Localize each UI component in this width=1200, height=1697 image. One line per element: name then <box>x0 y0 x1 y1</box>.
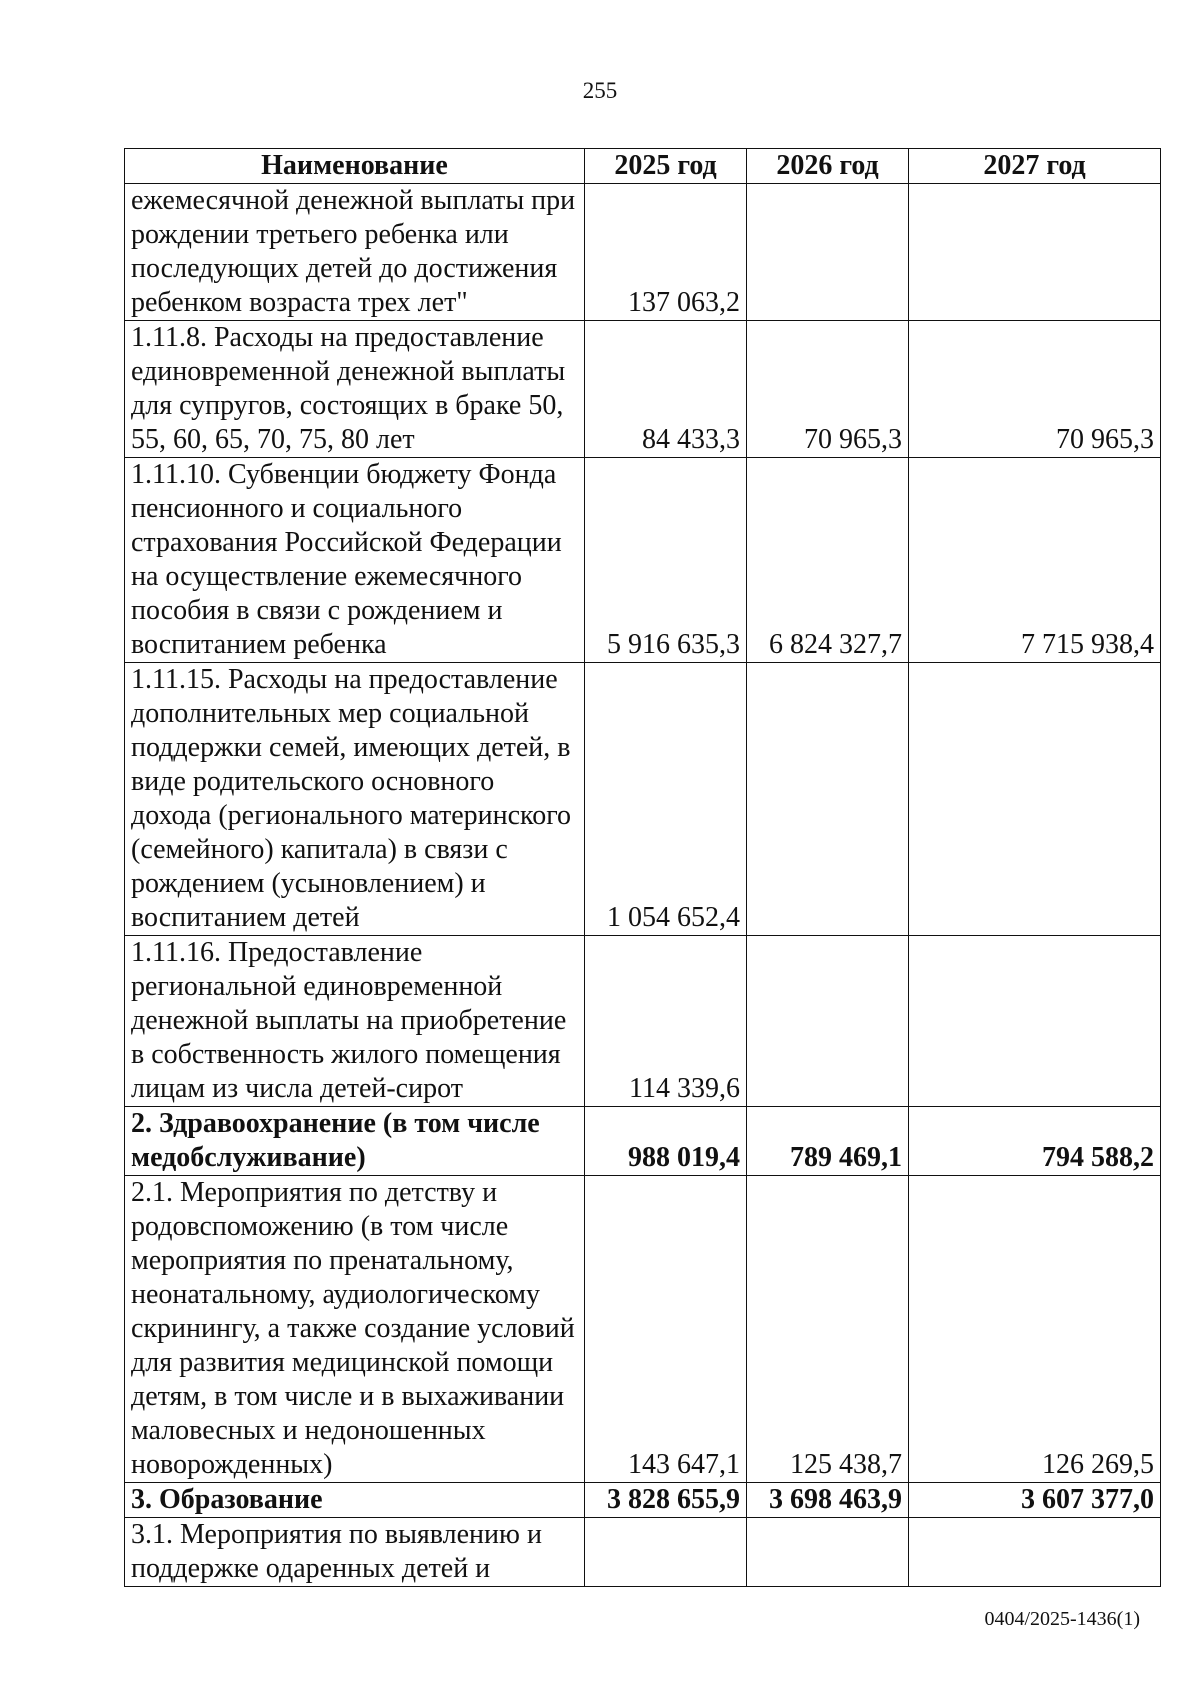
row-name: 3. Образование <box>125 1483 585 1518</box>
table-header-row <box>125 149 1161 184</box>
value-2025: 3 828 655,9 <box>585 1483 747 1518</box>
row-name: 1.11.8. Расходы на предоставление единовременной денежной выплаты для супругов, состоящих в браке 50, 55, 60, 65, 70, 75, 80 лет <box>125 321 585 458</box>
table-row <box>125 936 1161 1107</box>
row-name: ежемесячной денежной выплаты при рождении третьего ребенка или последующих детей до достижения ребенком возраста трех лет" <box>125 184 585 321</box>
row-name: 1.11.10. Субвенции бюджету Фонда пенсионного и социального страхования Российской Федерации на осуществление ежемесячного пособия в связи с рождением и воспитанием ребенка <box>125 458 585 663</box>
value-2025 <box>585 1518 747 1587</box>
row-name: 1.11.16. Предоставление региональной единовременной денежной выплаты на приобретение в собственность жилого помещения лицам из числа детей-сирот <box>125 936 585 1107</box>
value-2027 <box>909 663 1161 936</box>
value-2025: 1 054 652,4 <box>585 663 747 936</box>
value-2025: 5 916 635,3 <box>585 458 747 663</box>
value-2027: 3 607 377,0 <box>909 1483 1161 1518</box>
header-2026: 2026 год <box>747 149 909 184</box>
table-row <box>125 458 1161 663</box>
value-2026 <box>747 184 909 321</box>
row-name: 2. Здравоохранение (в том числе медобслуживание) <box>125 1107 585 1176</box>
value-2026 <box>747 663 909 936</box>
row-name: 3.1. Мероприятия по выявлению и поддержке одаренных детей и <box>125 1518 585 1587</box>
value-2026: 70 965,3 <box>747 321 909 458</box>
value-2025: 988 019,4 <box>585 1107 747 1176</box>
table-row <box>125 184 1161 321</box>
table-row <box>125 321 1161 458</box>
value-2026 <box>747 1518 909 1587</box>
value-2026: 789 469,1 <box>747 1107 909 1176</box>
value-2026: 6 824 327,7 <box>747 458 909 663</box>
value-2027: 126 269,5 <box>909 1176 1161 1483</box>
value-2027: 7 715 938,4 <box>909 458 1161 663</box>
section-row-healthcare <box>125 1107 1161 1176</box>
document-code: 0404/2025-1436(1) <box>984 1608 1140 1630</box>
value-2027 <box>909 936 1161 1107</box>
budget-table <box>124 148 1161 1587</box>
value-2025: 114 339,6 <box>585 936 747 1107</box>
value-2027: 70 965,3 <box>909 321 1161 458</box>
table-row <box>125 1176 1161 1483</box>
table-row <box>125 1518 1161 1587</box>
value-2026: 125 438,7 <box>747 1176 909 1483</box>
header-2027: 2027 год <box>909 149 1161 184</box>
value-2027 <box>909 184 1161 321</box>
value-2027: 794 588,2 <box>909 1107 1161 1176</box>
header-name: Наименование <box>125 149 585 184</box>
value-2027 <box>909 1518 1161 1587</box>
page-number: 255 <box>582 78 618 103</box>
row-name: 2.1. Мероприятия по детству и родовспоможению (в том числе мероприятия по пренатальному, неонатальному, аудиологическому скринингу, а также создание условий для развития медицинской помощи детям, в том числе и в выхаживании маловесных и недоношенных новорожденных) <box>125 1176 585 1483</box>
value-2026 <box>747 936 909 1107</box>
value-2026: 3 698 463,9 <box>747 1483 909 1518</box>
value-2025: 143 647,1 <box>585 1176 747 1483</box>
table-row <box>125 663 1161 936</box>
row-name: 1.11.15. Расходы на предоставление дополнительных мер социальной поддержки семей, имеющих детей, в виде родительского основного дохода (регионального материнского (семейного) капитала) в связи с рождением (усыновлением) и воспитанием детей <box>125 663 585 936</box>
value-2025: 137 063,2 <box>585 184 747 321</box>
section-row-education <box>125 1483 1161 1518</box>
header-2025: 2025 год <box>585 149 747 184</box>
value-2025: 84 433,3 <box>585 321 747 458</box>
